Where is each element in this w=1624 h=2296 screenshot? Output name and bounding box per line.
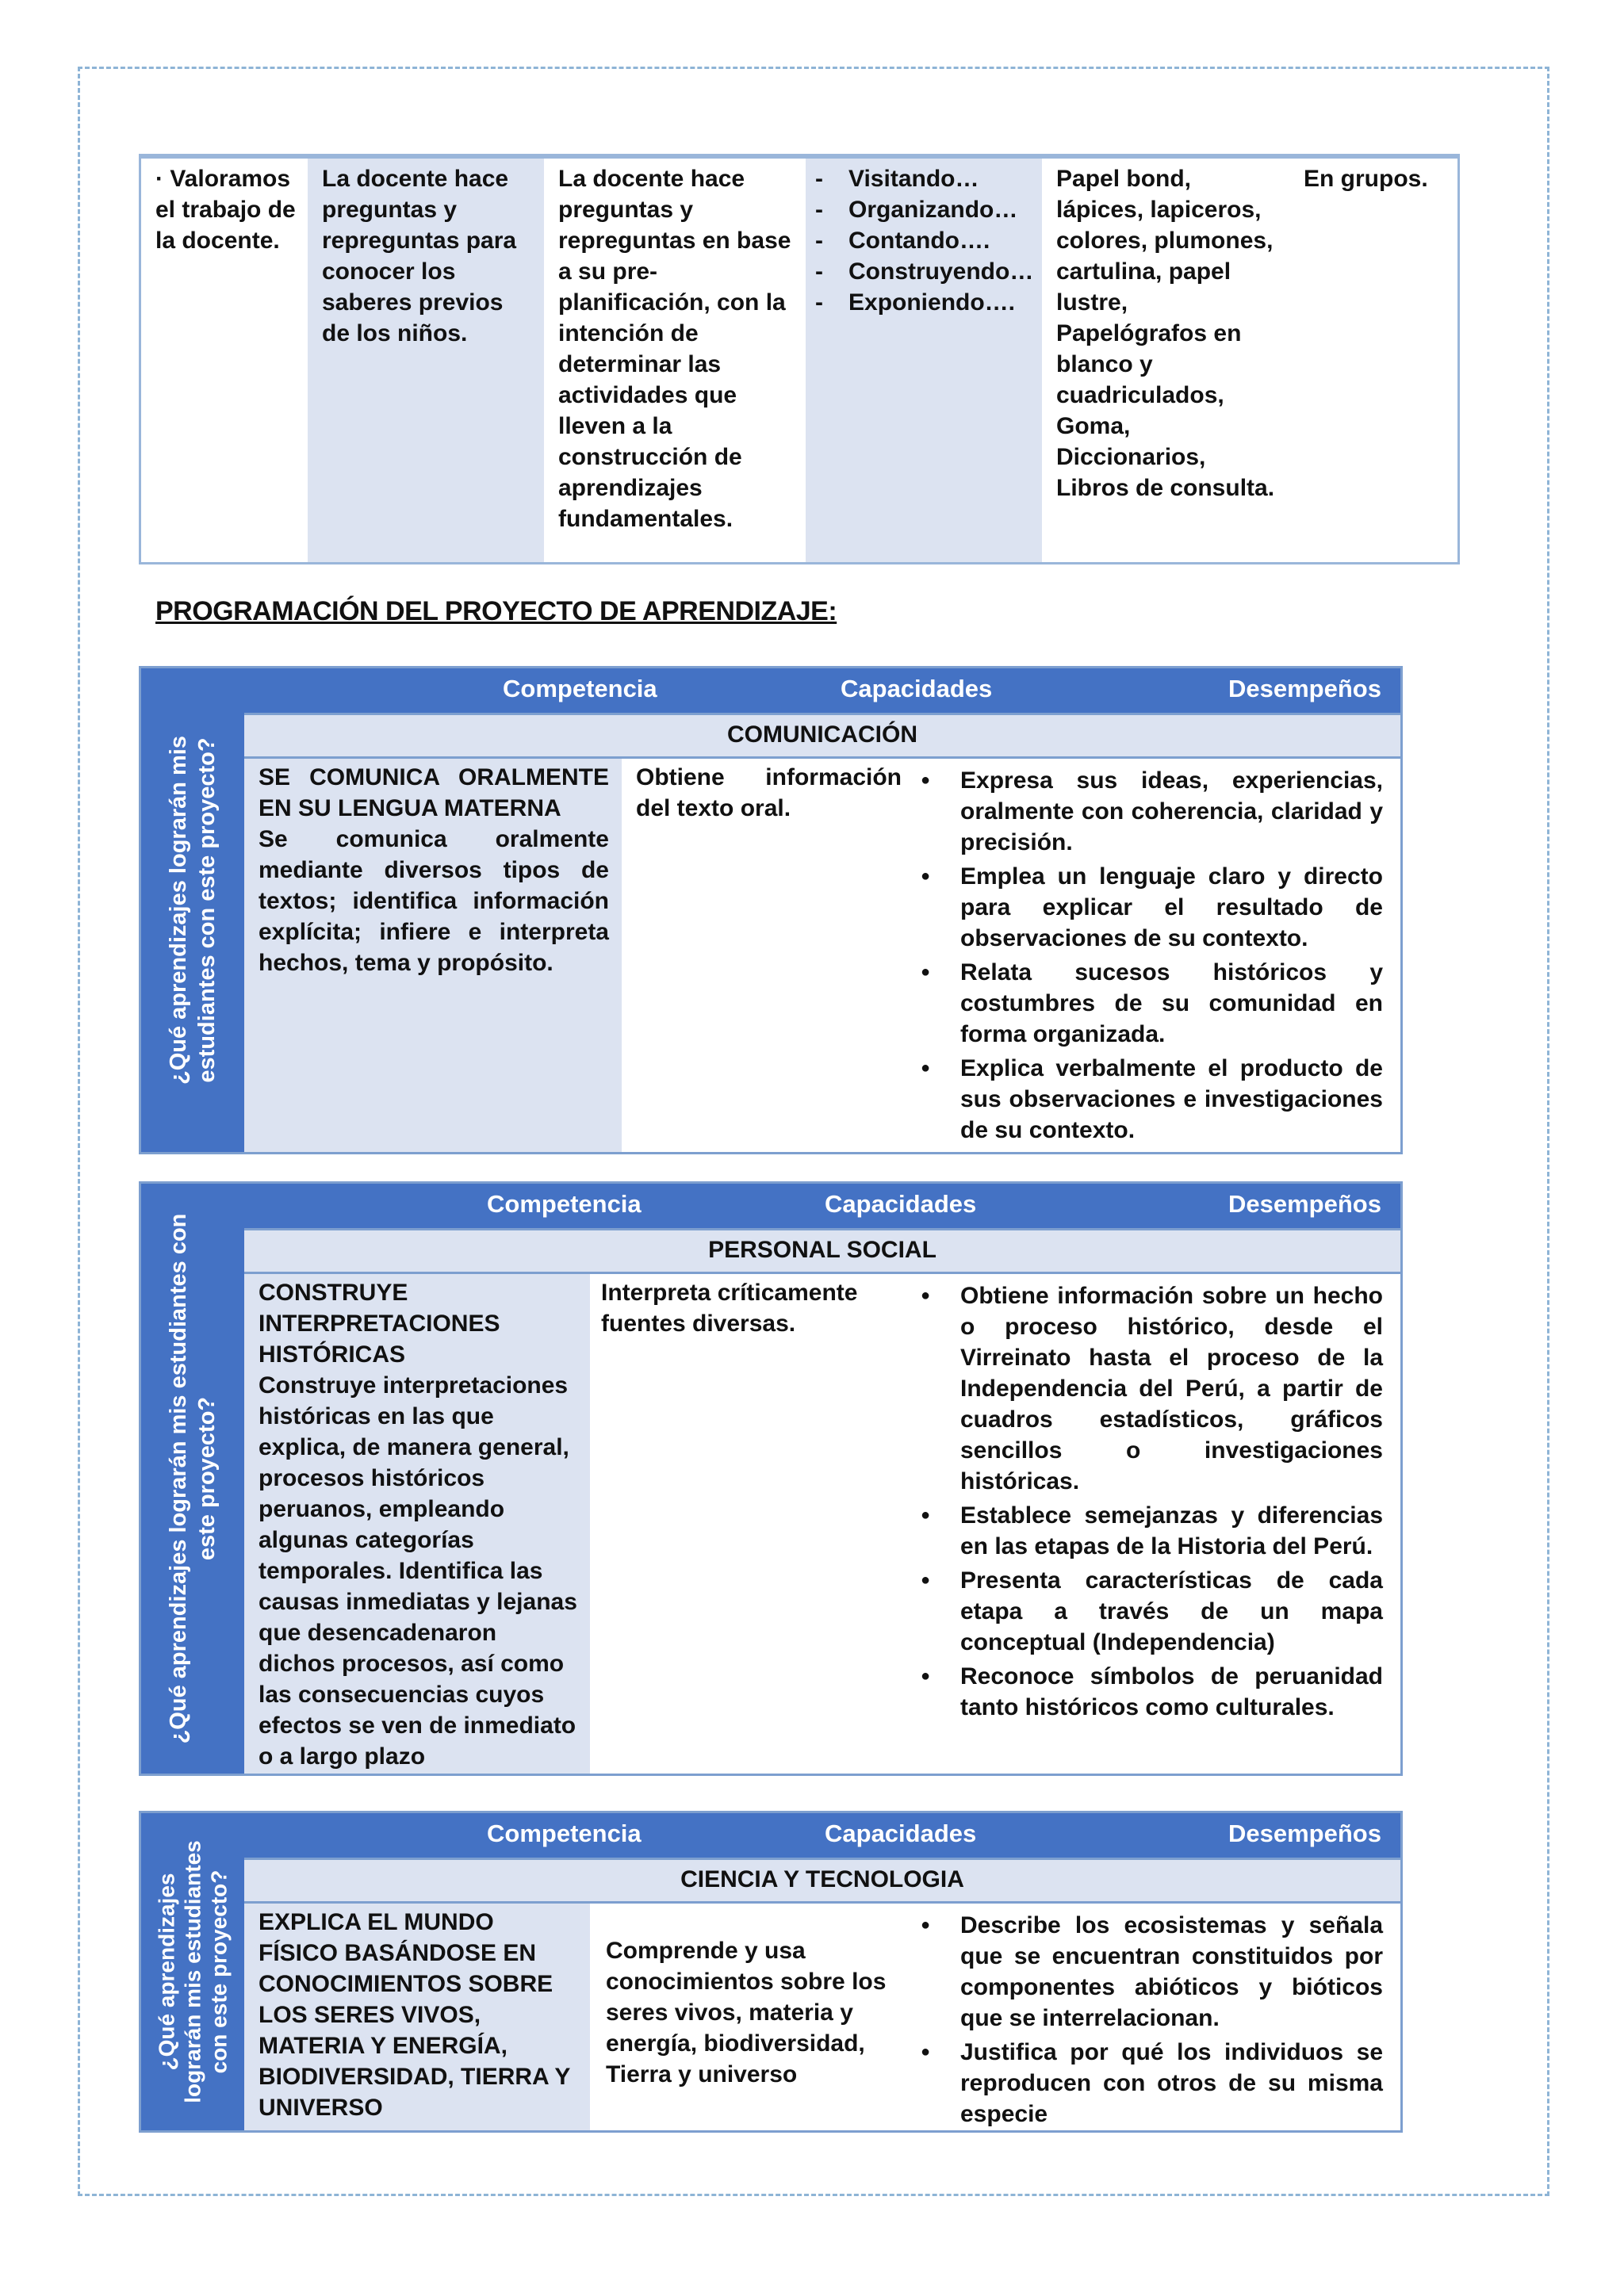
list-item: ● Reconoce símbolos de peruanidad tanto históricos como culturales. (911, 1661, 1383, 1723)
competencia-cell (244, 759, 622, 1152)
table-header (244, 1184, 1400, 1228)
list-item: ● Relata sucesos históricos y costumbres de su comunidad en forma organizada. (911, 957, 1383, 1050)
list-item: ● Obtiene información sobre un hecho o proceso histórico, desde el Virreinato hasta el proceso de la Independencia del Perú, a partir de cuadros estadísticos, gráficos sencillos o investigaciones históricas. (911, 1280, 1383, 1497)
list-item: ● Justifica por qué los individuos se reproducen con otros de su misma especie (911, 2037, 1383, 2130)
list-item: - Exponiendo…. (815, 287, 1034, 318)
cell-docente-preguntas: La docente hace preguntas y repreguntas para conocer los saberes previos de los niños. (308, 159, 544, 562)
list-item: ● Establece semejanzas y diferencias en las etapas de la Historia del Perú. (911, 1500, 1383, 1562)
list-item: - Construyendo… (815, 256, 1034, 287)
section-side-label: ¿Qué aprendizajes lograrán mis estudiantes con este proyecto? (141, 1184, 244, 1774)
header-capacidades: Capacidades (825, 1190, 977, 1218)
list-item: ● Describe los ecosistemas y señala que se encuentran constituidos por componentes abióticos y bióticos que se interrelacionan. (911, 1910, 1383, 2034)
section-side-label: ¿Qué aprendizajes lograrán mis estudiantes con este proyecto? (141, 1813, 244, 2130)
competencia-text: Se comunica oralmente mediante diversos tipos de textos; identifica información explícita; infiere e interpreta hechos, tema y propósito. (259, 826, 609, 976)
cell-organizacion: En grupos. (1304, 166, 1428, 192)
header-competencia: Competencia (487, 1190, 642, 1218)
competencia-title: SE COMUNICA ORALMENTE EN SU LENGUA MATERNA (259, 764, 609, 821)
competencia-text: Construye interpretaciones históricas en las que explica, de manera general, procesos históricos peruanos, empleando algunas categorías temporales. Identifica las causas inmediatas y lejanas que desencadenaron dichos procesos, así como las consecuencias cuyos efectos se ven de inmediato o a largo plazo (259, 1372, 577, 1770)
section-comunicacion (139, 666, 1403, 1154)
header-competencia: Competencia (503, 675, 657, 702)
area-title: COMUNICACIÓN (244, 713, 1400, 759)
capacidad-cell: Interpreta críticamente fuentes diversas. (601, 1280, 858, 1337)
header-competencia: Competencia (487, 1820, 642, 1847)
page-title: PROGRAMACIÓN DEL PROYECTO DE APRENDIZAJE: (155, 596, 837, 626)
list-item: ● Expresa sus ideas, experiencias, oralmente con coherencia, claridad y precisión. (911, 765, 1383, 858)
section-side-label: ¿Qué aprendizajes lograrán mis estudiantes con este proyecto? (141, 668, 244, 1152)
list-item: - Contando…. (815, 225, 1034, 256)
strategies-list (815, 163, 1034, 318)
header-desempenos: Desempeños (1228, 1820, 1381, 1847)
desempenos-cell (911, 1907, 1400, 2130)
list-item: ● Explica verbalmente el producto de sus observaciones e investigaciones de su contexto. (911, 1053, 1383, 1146)
header-desempenos: Desempeños (1228, 675, 1381, 702)
competencia-cell (244, 1904, 590, 2130)
section-personal-social (139, 1181, 1403, 1776)
header-capacidades: Capacidades (841, 675, 993, 702)
header-capacidades: Capacidades (825, 1820, 977, 1847)
cell-valoramos: · Valoramos el trabajo de la docente. (155, 166, 296, 254)
competencia-cell (244, 1274, 590, 1774)
area-title: PERSONAL SOCIAL (244, 1228, 1400, 1274)
capacidad-cell: Comprende y usa conocimientos sobre los seres vivos, materia y energía, biodiversidad, Tierra y universo (606, 1938, 887, 2087)
table-header (244, 668, 1400, 713)
desempenos-list (911, 1910, 1383, 2130)
desempenos-list (911, 1280, 1383, 1723)
desempenos-cell (911, 1277, 1400, 1774)
list-item: - Visitando… (815, 163, 1034, 194)
competencia-title: EXPLICA EL MUNDO FÍSICO BASÁNDOSE EN CONOCIMIENTOS SOBRE LOS SERES VIVOS, MATERIA Y ENERGÍA, BIODIVERSIDAD, TIERRA Y UNIVERSO (259, 1909, 570, 2121)
area-title: CIENCIA Y TECNOLOGIA (244, 1858, 1400, 1904)
desempenos-list (911, 765, 1383, 1146)
activities-table (139, 154, 1460, 564)
desempenos-cell (911, 762, 1400, 1152)
header-desempenos: Desempeños (1228, 1190, 1381, 1218)
cell-materiales: Papel bond, lápices, lapiceros, colores, plumones, cartulina, papel lustre, Papelógrafos en blanco y cuadriculados, Goma, Diccionarios, Libros de consulta. (1056, 166, 1275, 501)
list-item: ● Emplea un lenguaje claro y directo para explicar el resultado de observaciones de su contexto. (911, 861, 1383, 954)
capacidad-cell: Obtiene información del texto oral. (636, 764, 902, 821)
list-item: ● Presenta características de cada etapa a través de un mapa conceptual (Independencia) (911, 1565, 1383, 1658)
table-header (244, 1813, 1400, 1858)
list-item: - Organizando… (815, 194, 1034, 225)
cell-docente-preplanificacion: La docente hace preguntas y repreguntas en base a su pre-planificación, con la intención de determinar las actividades que lleven a la construcción de aprendizajes fundamentales. (558, 166, 791, 532)
section-ciencia-tecnologia (139, 1811, 1403, 2133)
cell-estrategias (806, 159, 1042, 562)
competencia-title: CONSTRUYE INTERPRETACIONES HISTÓRICAS (259, 1280, 500, 1368)
